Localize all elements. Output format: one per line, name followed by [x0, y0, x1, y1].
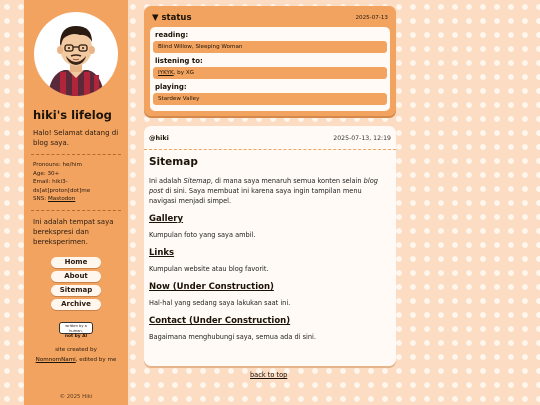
nomnomnami-link[interactable]: NomnomNami	[35, 356, 76, 363]
nav-menu	[31, 257, 121, 310]
intro-paragraph	[149, 176, 391, 206]
reading-label: reading:	[155, 31, 189, 39]
gallery-link[interactable]: Gallery	[149, 214, 184, 224]
contact-link[interactable]: Contact (Under Construction)	[149, 316, 291, 326]
post-body	[144, 150, 396, 342]
divider	[31, 210, 121, 211]
mastodon-link[interactable]: Mastodon	[47, 196, 76, 202]
status-title[interactable]: ▼ status	[152, 13, 192, 23]
gallery-description: Kumpulan foto yang saya ambil.	[149, 231, 256, 239]
avatar	[34, 12, 118, 96]
credit-suffix: , edited by me	[75, 356, 117, 363]
intro-part-1: Ini adalah	[149, 177, 184, 185]
credit-line-1: site created by	[55, 346, 97, 353]
badge-line-2: not by AI	[64, 333, 88, 339]
divider	[31, 154, 121, 155]
avatar-illustration	[34, 12, 118, 96]
now-link[interactable]: Now (Under Construction)	[149, 282, 274, 292]
back-to-top-link[interactable]: back to top	[250, 371, 288, 379]
site-credit	[31, 345, 121, 365]
nav-archive-button[interactable]: Archive	[51, 299, 101, 310]
nav-home-button[interactable]: Home	[51, 257, 101, 268]
intro-part-3: di sini. Saya membuat ini karena saya ingin tampilan menu navigasi menjadi simpel.	[149, 187, 362, 205]
reading-value: Blind Willow, Sleeping Woman	[153, 41, 387, 53]
iykyk-link[interactable]: IYKYK	[158, 70, 174, 76]
status-date: 2025-07-13	[355, 15, 388, 21]
links-description: Kumpulan website atau blog favorit.	[149, 265, 269, 273]
copyright-text: © 2025 Hiki	[59, 394, 93, 400]
status-body	[150, 27, 390, 111]
age-text: Age: 30+	[33, 170, 60, 177]
site-title: hiki's lifelog	[33, 108, 112, 122]
page-title: Sitemap	[149, 156, 198, 168]
playing-label: playing:	[155, 83, 187, 91]
nav-sitemap-button[interactable]: Sitemap	[51, 285, 101, 296]
post-header	[144, 126, 396, 144]
intro-part-2: , di mana saya menaruh semua konten selain	[210, 177, 364, 185]
intro-emphasis-1: Sitemap	[183, 177, 211, 185]
post-date: 2025-07-13, 12:19	[333, 134, 391, 142]
links-link[interactable]: Links	[149, 248, 175, 258]
status-header[interactable]	[152, 13, 388, 23]
tagline-text: Ini adalah tempat saya berekspresi dan bereksperimen.	[33, 217, 114, 246]
playing-value: Stardew Valley	[153, 93, 387, 105]
sidebar	[24, 0, 128, 405]
email-text: Email: hiki3-ds[at]proton[dot]me	[33, 179, 91, 194]
now-description: Hal-hal yang sedang saya lakukan saat ini.	[149, 299, 291, 307]
not-by-ai-badge[interactable]	[59, 322, 93, 339]
intro-emphasis-2: blog post	[149, 177, 378, 195]
nav-about-button[interactable]: About	[51, 271, 101, 282]
post-author: @hiki	[149, 134, 169, 142]
pronouns-text: Pronouns: he/him	[33, 162, 82, 168]
sns-line	[33, 195, 121, 204]
post-card	[144, 126, 396, 366]
listening-label: listening to:	[155, 57, 203, 65]
status-panel	[144, 6, 396, 116]
intro-text: Halo! Selamat datang di blog saya.	[33, 129, 119, 147]
sns-label: SNS:	[33, 196, 48, 202]
credit-line-2	[31, 355, 121, 365]
listening-value	[153, 67, 387, 79]
listening-artist: , by XG	[173, 70, 194, 76]
contact-description: Bagaimana menghubungi saya, semua ada di sini.	[149, 333, 316, 341]
badge-line-1: written by a human,	[65, 323, 87, 333]
